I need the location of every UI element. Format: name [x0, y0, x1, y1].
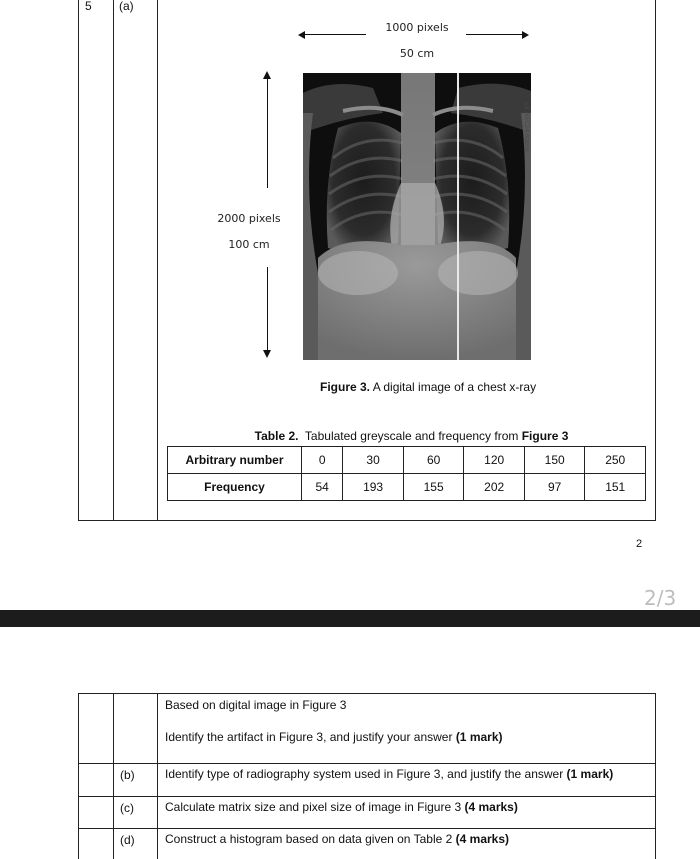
chest-xray-drawing [303, 73, 531, 360]
part-a-text [165, 730, 655, 744]
part-cell [114, 694, 158, 764]
table-row [79, 829, 656, 859]
table-row-frequency [168, 474, 646, 501]
figure-caption-text: A digital image of a chest x-ray [370, 380, 537, 394]
table-cell: 0 [302, 447, 343, 474]
intro-text: Based on digital image in Figure 3 [165, 698, 347, 712]
width-arrow-right [466, 34, 524, 35]
table-caption-ref: Figure 3 [521, 429, 569, 443]
question-part-column [114, 0, 158, 520]
question-part-label: (a) [119, 0, 134, 13]
page-counter: 2/3 [644, 586, 677, 610]
table-caption [248, 415, 568, 443]
image-watermark: LE NEC24 Rapor [523, 103, 530, 152]
question-number: 5 [85, 0, 92, 13]
table-cell: 193 [343, 474, 404, 501]
width-arrow-left [302, 34, 366, 35]
greyscale-frequency-table [167, 446, 646, 501]
part-b-marks: (1 mark) [566, 767, 614, 781]
table-cell: 151 [585, 474, 646, 501]
right-arrowhead [522, 31, 529, 39]
number-cell [79, 694, 114, 764]
height-pixels-label: 2000 pixels [217, 212, 281, 225]
table-row [79, 694, 656, 764]
height-cm-label: 100 cm [228, 238, 270, 251]
table-cell: 30 [343, 447, 404, 474]
part-d-label: (d) [114, 829, 158, 859]
table-cell: 250 [585, 447, 646, 474]
part-d-cell [158, 829, 656, 859]
table-cell: 60 [403, 447, 464, 474]
table-cell: 54 [302, 474, 343, 501]
table-cell: 202 [464, 474, 525, 501]
width-cm-label: 50 cm [399, 47, 435, 60]
part-d-marks: (4 marks) [455, 832, 510, 846]
question-number-column [79, 0, 114, 520]
part-c-label: (c) [114, 797, 158, 829]
table-row [79, 797, 656, 829]
table-row [79, 764, 656, 797]
part-b-question: Identify type of radiography system used in Figure 3, and justify the answer [165, 767, 567, 781]
part-a-question: Identify the artifact in Figure 3, and justify your answer [165, 730, 456, 744]
part-a-marks: (1 mark) [455, 730, 503, 744]
intro-cell [158, 694, 656, 764]
part-c-cell [158, 797, 656, 829]
table-row-arbitrary-number [168, 447, 646, 474]
page-number: 2 [636, 538, 643, 550]
table-caption-text: Tabulated greyscale and frequency from [298, 429, 522, 443]
height-arrow-top [267, 78, 268, 188]
row-header-arbitrary-number: Arbitrary number [168, 447, 302, 474]
row-header-frequency: Frequency [168, 474, 302, 501]
height-arrow-bottom [267, 267, 268, 351]
number-cell [79, 797, 114, 829]
table-cell: 155 [403, 474, 464, 501]
down-arrowhead [263, 350, 271, 358]
table-cell: 150 [524, 447, 585, 474]
figure-caption [320, 380, 536, 394]
table-caption-label: Table 2. [254, 429, 299, 443]
page-divider [0, 610, 700, 627]
table-cell: 97 [524, 474, 585, 501]
chest-xray-image [303, 73, 531, 360]
width-pixels-label: 1000 pixels [385, 21, 449, 34]
table-cell: 120 [464, 447, 525, 474]
part-c-marks: (4 marks) [464, 800, 518, 814]
part-d-question: Construct a histogram based on data given on Table 2 [165, 832, 456, 846]
part-b-cell [158, 764, 656, 797]
part-b-label: (b) [114, 764, 158, 797]
number-cell [79, 829, 114, 859]
number-cell [79, 764, 114, 797]
figure-caption-label: Figure 3. [320, 380, 371, 394]
part-c-question: Calculate matrix size and pixel size of image in Figure 3 [165, 800, 465, 814]
sub-questions-table [78, 693, 656, 859]
left-arrowhead [298, 31, 305, 39]
